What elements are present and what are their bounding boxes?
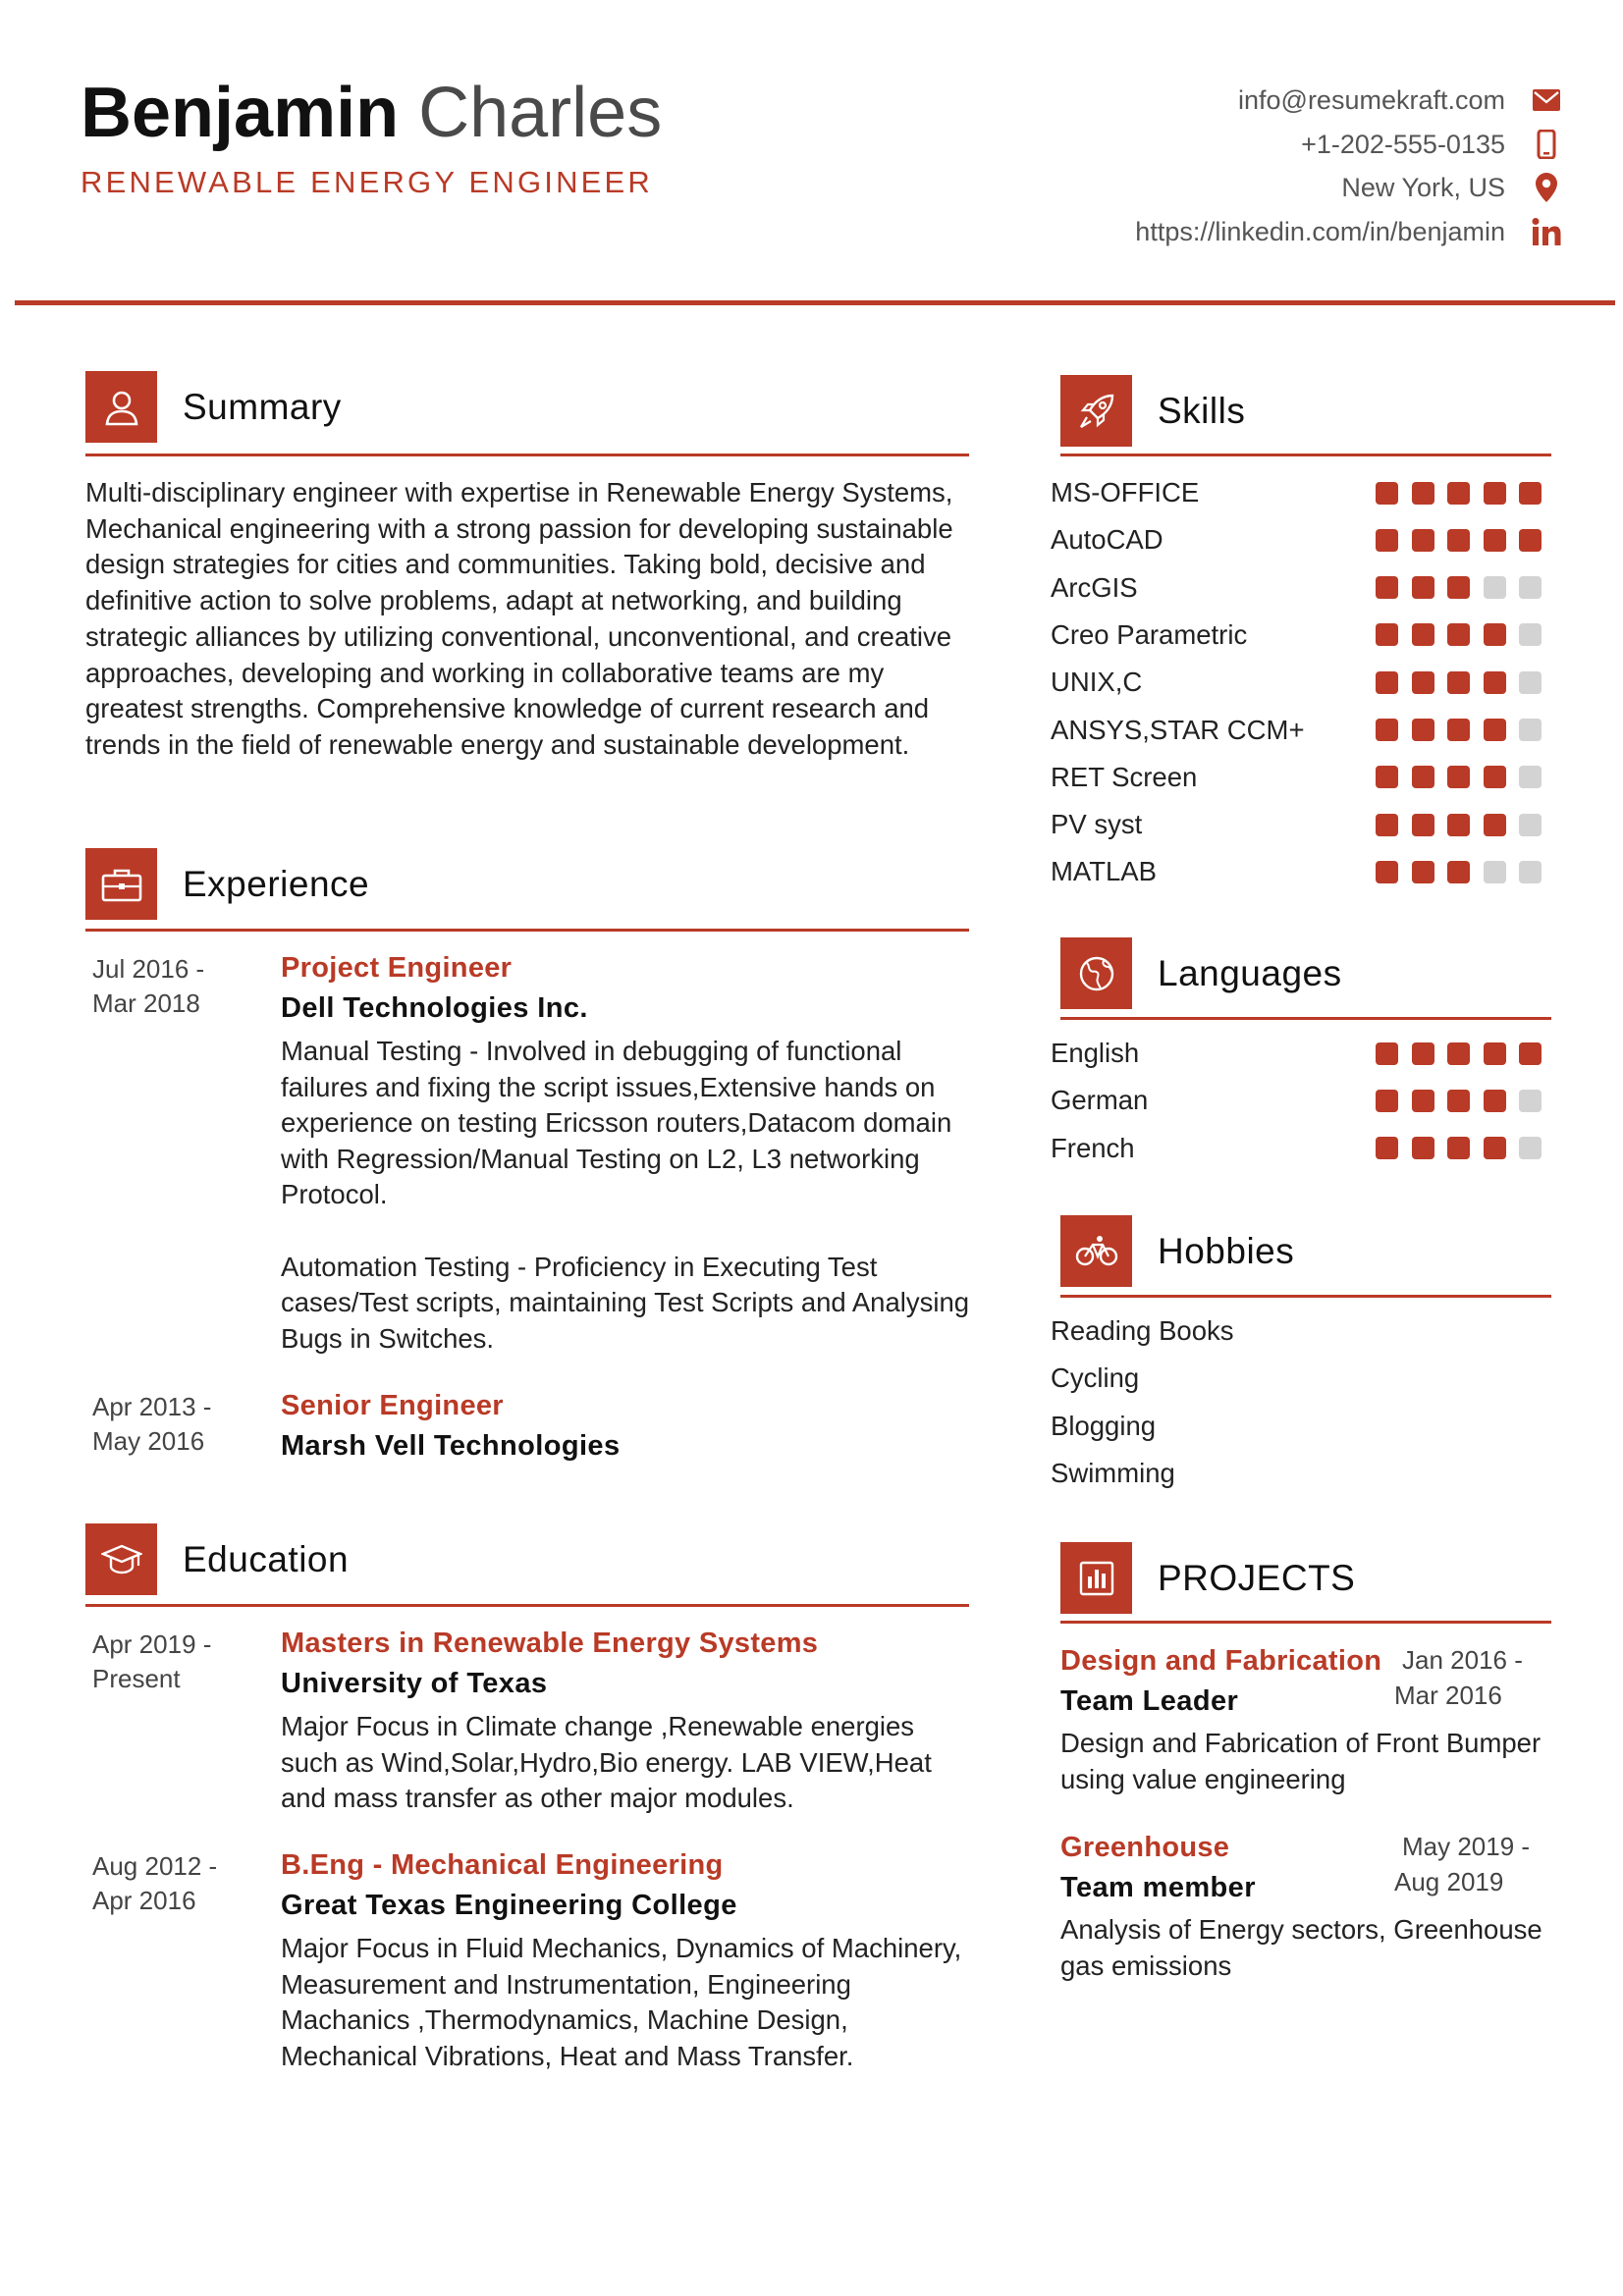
rating-dot-filled — [1484, 1090, 1506, 1112]
skill-name: MS-OFFICE — [1051, 477, 1200, 507]
language-name: French — [1051, 1132, 1135, 1163]
rating-dot-filled — [1447, 623, 1470, 646]
bar-chart-icon — [1060, 1542, 1132, 1614]
rating-dot-filled — [1376, 1137, 1398, 1159]
summary-rule — [85, 454, 969, 456]
summary-section-header — [85, 371, 342, 443]
company-name: Marsh Vell Technologies — [281, 1430, 621, 1462]
experience-section-header — [85, 848, 369, 920]
rating-dot-filled — [1376, 1090, 1398, 1112]
rating-dot-filled — [1447, 529, 1470, 552]
job-position: Project Engineer — [281, 952, 513, 984]
date-end: Mar 2018 — [92, 988, 200, 1018]
rating-dot-filled — [1412, 1090, 1434, 1112]
rating-dot-filled — [1412, 482, 1434, 505]
contact-linkedin[interactable] — [875, 212, 1562, 251]
rating-dot-filled — [1412, 623, 1434, 646]
skill-row — [1051, 758, 1542, 797]
hobby-item: Reading Books — [1051, 1315, 1234, 1346]
hobby-item: Cycling — [1051, 1362, 1140, 1393]
candidate-name — [81, 69, 662, 157]
skills-section-header — [1060, 375, 1245, 447]
rating-dot-filled — [1447, 482, 1470, 505]
date-start: Apr 2013 - — [92, 1392, 212, 1421]
rating-dot-filled — [1447, 671, 1470, 694]
project-name: Greenhouse — [1060, 1832, 1230, 1863]
skill-row — [1051, 568, 1542, 608]
skill-name: Creo Parametric — [1051, 618, 1248, 650]
skill-rating — [1363, 814, 1542, 836]
skill-row — [1051, 473, 1542, 512]
skills-rule — [1060, 454, 1551, 456]
rating-dot-filled — [1484, 529, 1506, 552]
rating-dot-empty — [1519, 766, 1542, 788]
rating-dot-empty — [1519, 671, 1542, 694]
rating-dot-filled — [1484, 623, 1506, 646]
experience-date — [92, 1390, 211, 1459]
date-end: May 2016 — [92, 1426, 205, 1456]
location-pin-icon — [1531, 172, 1562, 203]
skill-name: ArcGIS — [1051, 571, 1138, 603]
education-section-header — [85, 1523, 349, 1595]
rating-dot-filled — [1376, 623, 1398, 646]
rating-dot-filled — [1412, 576, 1434, 599]
project-description: Design and Fabrication of Front Bumper using value engineering — [1060, 1728, 1542, 1794]
project-date-start: Jan 2016 - — [1402, 1645, 1523, 1675]
skill-name: RET Screen — [1051, 761, 1198, 792]
hobbies-rule — [1060, 1295, 1551, 1298]
rating-dot-filled — [1412, 1137, 1434, 1159]
rating-dot-filled — [1412, 861, 1434, 883]
contact-email-text[interactable]: info@resumekraft.com — [1238, 84, 1505, 115]
projects-title: PROJECTS — [1158, 1557, 1356, 1598]
rating-dot-filled — [1484, 719, 1506, 741]
skill-row — [1051, 711, 1542, 750]
project-role: Team member — [1060, 1872, 1256, 1903]
rating-dot-filled — [1447, 1090, 1470, 1112]
skill-rating — [1363, 719, 1542, 741]
skill-rating — [1363, 671, 1542, 694]
rating-dot-filled — [1376, 576, 1398, 599]
project-date-end: Aug 2019 — [1394, 1867, 1504, 1896]
rating-dot-empty — [1519, 623, 1542, 646]
project-role: Team Leader — [1060, 1685, 1239, 1717]
contact-location-text: New York, US — [1341, 172, 1505, 202]
rating-dot-filled — [1519, 529, 1542, 552]
rating-dot-filled — [1376, 766, 1398, 788]
languages-rule — [1060, 1017, 1551, 1020]
rating-dot-filled — [1412, 766, 1434, 788]
skill-rating — [1363, 529, 1542, 552]
rating-dot-filled — [1447, 766, 1470, 788]
skill-row — [1051, 615, 1542, 655]
hobbies-section-header — [1060, 1215, 1294, 1287]
job-title: RENEWABLE ENERGY ENGINEER — [81, 165, 654, 199]
experience-date — [92, 952, 204, 1021]
company-name: Dell Technologies Inc. — [281, 992, 588, 1024]
rating-dot-filled — [1484, 766, 1506, 788]
rating-dot-filled — [1484, 1042, 1506, 1065]
skill-rating — [1363, 576, 1542, 599]
skill-name: AutoCAD — [1051, 524, 1163, 556]
skill-name: UNIX,C — [1051, 667, 1143, 698]
project-date-start: May 2019 - — [1402, 1832, 1531, 1861]
rating-dot-filled — [1447, 1137, 1470, 1159]
rating-dot-filled — [1376, 671, 1398, 694]
contact-phone[interactable] — [875, 125, 1562, 164]
rating-dot-filled — [1376, 814, 1398, 836]
rating-dot-filled — [1376, 529, 1398, 552]
experience-title: Experience — [183, 863, 370, 904]
rating-dot-filled — [1412, 671, 1434, 694]
language-row — [1051, 1081, 1542, 1120]
project-name: Design and Fabrication — [1060, 1645, 1382, 1677]
summary-text: Multi-disciplinary engineer with expertise in Renewable Energy Systems, Mechanical engineering with a strong passion for developing sustainable design strategies for cities and communities. Taking bold, decisive and definitive action to solve problems, adapt at networking, and building strategic alliances by utilizing conventional, unconventional, and creative approaches, developing and working in collaborative teams are my greatest strengths. Comprehensive knowledge of current research and trends in the field of renewable energy and sustainable development. — [85, 477, 953, 760]
briefcase-icon — [85, 848, 157, 920]
rating-dot-filled — [1484, 814, 1506, 836]
skill-name: MATLAB — [1051, 856, 1157, 887]
skill-name: PV syst — [1051, 809, 1143, 840]
education-title: Education — [183, 1538, 350, 1579]
last-name: Charles — [418, 74, 663, 152]
rating-dot-filled — [1412, 814, 1434, 836]
rating-dot-filled — [1447, 719, 1470, 741]
date-start: Jul 2016 - — [92, 954, 205, 984]
rating-dot-filled — [1484, 1137, 1506, 1159]
rating-dot-filled — [1376, 1042, 1398, 1065]
skills-title: Skills — [1158, 390, 1246, 431]
rocket-icon — [1060, 375, 1132, 447]
rating-dot-filled — [1447, 814, 1470, 836]
skill-rating — [1363, 623, 1542, 646]
rating-dot-filled — [1484, 671, 1506, 694]
education-date — [92, 1849, 217, 1918]
education-date — [92, 1628, 211, 1696]
rating-dot-filled — [1412, 719, 1434, 741]
language-rating — [1363, 1090, 1542, 1112]
skill-row — [1051, 852, 1542, 891]
skill-row — [1051, 663, 1542, 702]
projects-rule — [1060, 1621, 1551, 1624]
rating-dot-filled — [1447, 1042, 1470, 1065]
skill-row — [1051, 520, 1542, 560]
project-description: Analysis of Energy sectors, Greenhouse gas emissions — [1060, 1914, 1542, 1981]
rating-dot-filled — [1519, 482, 1542, 505]
experience-rule — [85, 929, 969, 932]
rating-dot-empty — [1519, 576, 1542, 599]
projects-section-header — [1060, 1542, 1355, 1614]
language-name: English — [1051, 1038, 1140, 1068]
rating-dot-filled — [1412, 1042, 1434, 1065]
rating-dot-filled — [1447, 576, 1470, 599]
degree-name: B.Eng - Mechanical Engineering — [281, 1849, 724, 1881]
rating-dot-empty — [1519, 1137, 1542, 1159]
language-rating — [1363, 1137, 1542, 1159]
education-description: Major Focus in Fluid Mechanics, Dynamics of Machinery, Measurement and Instrumentation, Engineering Machanics ,Thermodynamics, Machine Design, Mechanical Vibrations, Heat and Mass Transfer. — [281, 1933, 962, 2071]
project-date-end: Mar 2016 — [1394, 1681, 1502, 1710]
first-name: Benjamin — [81, 74, 400, 152]
contact-location — [875, 168, 1562, 207]
experience-description — [281, 1034, 973, 1357]
job-position: Senior Engineer — [281, 1390, 504, 1421]
rating-dot-empty — [1484, 861, 1506, 883]
rating-dot-empty — [1519, 814, 1542, 836]
skill-rating — [1363, 482, 1542, 505]
summary-title: Summary — [183, 386, 342, 427]
globe-icon — [1060, 937, 1132, 1009]
date-end: Present — [92, 1664, 181, 1693]
rating-dot-empty — [1519, 1090, 1542, 1112]
languages-section-header — [1060, 937, 1342, 1009]
user-icon — [85, 371, 157, 443]
rating-dot-filled — [1412, 529, 1434, 552]
contact-phone-text[interactable]: +1-202-555-0135 — [1301, 129, 1505, 159]
language-row — [1051, 1129, 1542, 1168]
date-start: Apr 2019 - — [92, 1629, 212, 1659]
date-start: Aug 2012 - — [92, 1851, 218, 1881]
degree-name: Masters in Renewable Energy Systems — [281, 1628, 819, 1659]
school-name: University of Texas — [281, 1668, 548, 1699]
phone-icon — [1531, 129, 1562, 160]
rating-dot-filled — [1376, 482, 1398, 505]
skill-rating — [1363, 766, 1542, 788]
language-row — [1051, 1034, 1542, 1073]
skill-row — [1051, 805, 1542, 844]
date-end: Apr 2016 — [92, 1886, 196, 1915]
bicycle-icon — [1060, 1215, 1132, 1287]
linkedin-icon — [1531, 216, 1562, 247]
languages-title: Languages — [1158, 952, 1342, 993]
school-name: Great Texas Engineering College — [281, 1890, 737, 1921]
rating-dot-filled — [1519, 1042, 1542, 1065]
description-paragraph: Automation Testing - Proficiency in Executing Test cases/Test scripts, maintaining Test Scripts and Analysing Bugs in Switches. — [281, 1251, 970, 1354]
rating-dot-filled — [1376, 719, 1398, 741]
rating-dot-empty — [1519, 719, 1542, 741]
graduation-cap-icon — [85, 1523, 157, 1595]
language-rating — [1363, 1042, 1542, 1065]
rating-dot-filled — [1376, 861, 1398, 883]
education-description: Major Focus in Climate change ,Renewable energies such as Wind,Solar,Hydro,Bio energy. LAB VIEW,Heat and mass transfer as other major modules. — [281, 1711, 932, 1814]
skill-name: ANSYS,STAR CCM+ — [1051, 714, 1305, 745]
education-rule — [85, 1604, 969, 1607]
hobbies-title: Hobbies — [1158, 1230, 1295, 1271]
header-divider — [15, 300, 1615, 305]
mail-icon — [1531, 84, 1562, 116]
rating-dot-empty — [1519, 861, 1542, 883]
contact-email[interactable] — [875, 80, 1562, 120]
rating-dot-empty — [1484, 576, 1506, 599]
language-name: German — [1051, 1085, 1149, 1116]
hobby-item: Swimming — [1051, 1458, 1175, 1488]
rating-dot-filled — [1447, 861, 1470, 883]
rating-dot-filled — [1484, 482, 1506, 505]
hobby-item: Blogging — [1051, 1411, 1157, 1441]
contact-linkedin-text[interactable]: https://linkedin.com/in/benjamin — [1135, 216, 1505, 246]
description-paragraph: Manual Testing - Involved in debugging of functional failures and fixing the script issues,Extensive hands on experience on testing Ericsson routers,Datacom domain with Regression/Manual Testing on L2, L3 networking Protocol. — [281, 1036, 952, 1210]
skill-rating — [1363, 861, 1542, 883]
